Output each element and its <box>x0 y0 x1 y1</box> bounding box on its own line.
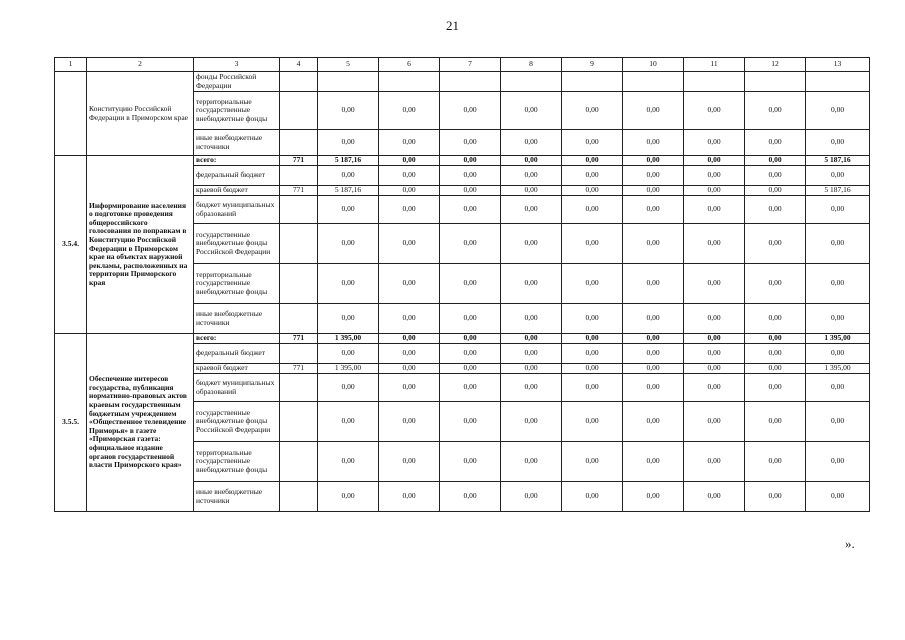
amount-cell: 0,00 <box>684 156 745 166</box>
funding-source-cell: государственные внебюджетные фонды Российской Федерации <box>194 224 280 264</box>
amount-cell: 0,00 <box>379 130 440 156</box>
amount-cell: 0,00 <box>562 166 623 186</box>
amount-cell: 0,00 <box>745 264 806 304</box>
amount-cell: 0,00 <box>623 130 684 156</box>
amount-cell: 0,00 <box>318 402 379 442</box>
amount-cell: 0,00 <box>562 264 623 304</box>
amount-cell: 0,00 <box>684 364 745 374</box>
amount-cell: 0,00 <box>379 344 440 364</box>
amount-cell: 0,00 <box>318 166 379 186</box>
amount-cell: 0,00 <box>745 166 806 186</box>
budget-table <box>54 57 870 512</box>
amount-cell: 0,00 <box>745 92 806 130</box>
amount-cell: 0,00 <box>562 224 623 264</box>
amount-cell: 0,00 <box>806 304 870 334</box>
amount-cell: 5 187,16 <box>806 186 870 196</box>
funding-source-cell: территориальные государственные внебюджетные фонды <box>194 92 280 130</box>
amount-cell: 0,00 <box>623 442 684 482</box>
amount-cell: 0,00 <box>318 130 379 156</box>
amount-cell: 0,00 <box>440 364 501 374</box>
amount-cell: 0,00 <box>745 364 806 374</box>
funding-source-cell: иные внебюджетные источники <box>194 482 280 512</box>
amount-cell: 0,00 <box>440 374 501 402</box>
header-cell: 8 <box>501 58 562 72</box>
closing-quote-mark: ». <box>845 536 855 551</box>
amount-cell: 0,00 <box>806 130 870 156</box>
amount-cell: 0,00 <box>684 334 745 344</box>
amount-cell: 0,00 <box>562 304 623 334</box>
amount-cell: 0,00 <box>684 304 745 334</box>
table-row <box>55 72 870 92</box>
amount-cell: 0,00 <box>745 130 806 156</box>
amount-cell: 0,00 <box>745 374 806 402</box>
amount-cell: 1 395,00 <box>806 334 870 344</box>
amount-cell: 0,00 <box>623 166 684 186</box>
funding-source-cell: государственные внебюджетные фонды Российской Федерации <box>194 402 280 442</box>
amount-cell: 0,00 <box>501 130 562 156</box>
amount-cell: 0,00 <box>623 196 684 224</box>
amount-cell: 0,00 <box>684 482 745 512</box>
amount-cell: 0,00 <box>379 166 440 186</box>
budget-code-cell <box>280 196 318 224</box>
amount-cell: 0,00 <box>684 344 745 364</box>
amount-cell: 0,00 <box>501 304 562 334</box>
amount-cell: 0,00 <box>379 402 440 442</box>
budget-code-cell: 771 <box>280 334 318 344</box>
amount-cell: 0,00 <box>501 166 562 186</box>
amount-cell: 0,00 <box>440 224 501 264</box>
amount-cell: 1 395,00 <box>318 364 379 374</box>
measure-name-cell: Информирование населения о подготовке проведения общероссийского голосования по поправкам в Конституцию Российской Федерации в Приморском крае на объектах наружной рекламы, расположенных на территории Приморского края <box>87 156 194 334</box>
amount-cell: 0,00 <box>379 186 440 196</box>
amount-cell: 5 187,16 <box>318 156 379 166</box>
amount-cell: 0,00 <box>440 156 501 166</box>
amount-cell: 0,00 <box>440 334 501 344</box>
amount-cell <box>745 72 806 92</box>
funding-source-cell: краевой бюджет <box>194 364 280 374</box>
funding-source-cell: территориальные государственные внебюджетные фонды <box>194 264 280 304</box>
header-cell: 12 <box>745 58 806 72</box>
amount-cell: 0,00 <box>379 224 440 264</box>
funding-source-cell: территориальные государственные внебюджетные фонды <box>194 442 280 482</box>
amount-cell: 0,00 <box>562 92 623 130</box>
amount-cell: 1 395,00 <box>318 334 379 344</box>
amount-cell: 0,00 <box>379 304 440 334</box>
amount-cell: 0,00 <box>379 364 440 374</box>
amount-cell: 0,00 <box>745 402 806 442</box>
amount-cell: 0,00 <box>318 442 379 482</box>
funding-source-cell: краевой бюджет <box>194 186 280 196</box>
funding-source-cell: иные внебюджетные источники <box>194 304 280 334</box>
amount-cell: 5 187,16 <box>318 186 379 196</box>
table-row <box>55 334 870 344</box>
amount-cell: 0,00 <box>684 196 745 224</box>
amount-cell: 0,00 <box>562 186 623 196</box>
amount-cell: 0,00 <box>318 224 379 264</box>
amount-cell: 0,00 <box>745 442 806 482</box>
amount-cell: 0,00 <box>440 304 501 334</box>
budget-code-cell <box>280 224 318 264</box>
amount-cell: 0,00 <box>562 442 623 482</box>
amount-cell: 0,00 <box>806 166 870 186</box>
amount-cell: 0,00 <box>745 334 806 344</box>
header-cell: 6 <box>379 58 440 72</box>
amount-cell: 0,00 <box>745 196 806 224</box>
amount-cell: 0,00 <box>379 334 440 344</box>
amount-cell: 0,00 <box>318 304 379 334</box>
amount-cell: 0,00 <box>379 156 440 166</box>
amount-cell: 0,00 <box>501 92 562 130</box>
amount-cell: 0,00 <box>318 344 379 364</box>
funding-source-cell: бюджет муниципальных образований <box>194 196 280 224</box>
funding-source-cell: иные внебюджетные источники <box>194 130 280 156</box>
amount-cell: 0,00 <box>745 482 806 512</box>
header-cell: 5 <box>318 58 379 72</box>
amount-cell: 0,00 <box>562 334 623 344</box>
amount-cell: 0,00 <box>562 130 623 156</box>
amount-cell: 0,00 <box>562 364 623 374</box>
header-row <box>55 58 870 72</box>
amount-cell: 0,00 <box>684 166 745 186</box>
budget-code-cell <box>280 130 318 156</box>
amount-cell: 0,00 <box>318 374 379 402</box>
amount-cell <box>501 72 562 92</box>
amount-cell: 0,00 <box>745 304 806 334</box>
amount-cell: 0,00 <box>745 224 806 264</box>
amount-cell: 0,00 <box>623 264 684 304</box>
funding-source-cell: федеральный бюджет <box>194 344 280 364</box>
amount-cell: 0,00 <box>440 166 501 186</box>
amount-cell <box>562 72 623 92</box>
amount-cell: 0,00 <box>562 374 623 402</box>
amount-cell <box>684 72 745 92</box>
amount-cell: 0,00 <box>501 264 562 304</box>
amount-cell: 0,00 <box>623 482 684 512</box>
amount-cell: 0,00 <box>623 334 684 344</box>
amount-cell: 0,00 <box>623 402 684 442</box>
budget-code-cell <box>280 166 318 186</box>
amount-cell: 0,00 <box>440 344 501 364</box>
page-number: 21 <box>446 18 459 33</box>
amount-cell: 0,00 <box>623 92 684 130</box>
amount-cell: 0,00 <box>501 482 562 512</box>
amount-cell: 0,00 <box>806 264 870 304</box>
amount-cell: 0,00 <box>440 130 501 156</box>
header-cell: 3 <box>194 58 280 72</box>
amount-cell: 0,00 <box>501 344 562 364</box>
amount-cell: 0,00 <box>318 264 379 304</box>
amount-cell: 0,00 <box>440 186 501 196</box>
amount-cell: 0,00 <box>562 402 623 442</box>
header-cell: 13 <box>806 58 870 72</box>
header-cell: 2 <box>87 58 194 72</box>
amount-cell: 0,00 <box>684 186 745 196</box>
amount-cell: 0,00 <box>806 92 870 130</box>
budget-code-cell: 771 <box>280 364 318 374</box>
amount-cell: 0,00 <box>379 92 440 130</box>
amount-cell: 0,00 <box>562 482 623 512</box>
funding-source-cell: всего: <box>194 156 280 166</box>
amount-cell: 0,00 <box>440 264 501 304</box>
amount-cell: 0,00 <box>806 442 870 482</box>
funding-source-cell: всего: <box>194 334 280 344</box>
amount-cell: 0,00 <box>684 374 745 402</box>
budget-code-cell: 771 <box>280 156 318 166</box>
amount-cell: 0,00 <box>562 156 623 166</box>
table-body <box>55 58 870 512</box>
amount-cell: 0,00 <box>806 402 870 442</box>
amount-cell: 0,00 <box>684 402 745 442</box>
amount-cell: 0,00 <box>379 374 440 402</box>
budget-code-cell <box>280 482 318 512</box>
amount-cell: 0,00 <box>440 442 501 482</box>
amount-cell: 0,00 <box>501 334 562 344</box>
amount-cell: 0,00 <box>440 482 501 512</box>
amount-cell: 0,00 <box>745 186 806 196</box>
amount-cell: 0,00 <box>684 442 745 482</box>
header-cell: 7 <box>440 58 501 72</box>
amount-cell: 0,00 <box>806 344 870 364</box>
amount-cell: 0,00 <box>501 364 562 374</box>
budget-code-cell <box>280 374 318 402</box>
row-number-cell: 3.5.4. <box>55 156 87 334</box>
budget-code-cell: 771 <box>280 186 318 196</box>
amount-cell: 0,00 <box>623 344 684 364</box>
budget-code-cell <box>280 442 318 482</box>
amount-cell: 0,00 <box>745 344 806 364</box>
budget-code-cell <box>280 92 318 130</box>
amount-cell: 0,00 <box>501 156 562 166</box>
amount-cell: 0,00 <box>501 442 562 482</box>
amount-cell: 0,00 <box>318 92 379 130</box>
amount-cell <box>806 72 870 92</box>
amount-cell: 0,00 <box>684 130 745 156</box>
amount-cell: 0,00 <box>623 374 684 402</box>
amount-cell: 0,00 <box>806 224 870 264</box>
row-number-cell: 3.5.5. <box>55 334 87 512</box>
amount-cell: 0,00 <box>562 196 623 224</box>
amount-cell: 0,00 <box>440 402 501 442</box>
amount-cell: 0,00 <box>623 304 684 334</box>
amount-cell: 0,00 <box>379 442 440 482</box>
amount-cell: 0,00 <box>501 224 562 264</box>
amount-cell: 0,00 <box>379 482 440 512</box>
amount-cell: 0,00 <box>684 224 745 264</box>
amount-cell: 0,00 <box>501 402 562 442</box>
amount-cell: 0,00 <box>806 374 870 402</box>
amount-cell: 0,00 <box>806 196 870 224</box>
amount-cell: 0,00 <box>440 196 501 224</box>
amount-cell: 0,00 <box>379 196 440 224</box>
table-row <box>55 156 870 166</box>
amount-cell <box>623 72 684 92</box>
row-number-cell <box>55 72 87 156</box>
amount-cell: 5 187,16 <box>806 156 870 166</box>
measure-name-cell: Обеспечение интересов государства, публикация нормативно-правовых актов краевым государственным бюджетным учреждением «Общественное телевидение Приморья» в газете «Приморская газета: официальное издание органов государственной власти Приморского края» <box>87 334 194 512</box>
header-cell: 10 <box>623 58 684 72</box>
amount-cell: 0,00 <box>684 264 745 304</box>
amount-cell: 0,00 <box>623 156 684 166</box>
amount-cell: 1 395,00 <box>806 364 870 374</box>
amount-cell <box>379 72 440 92</box>
header-cell: 11 <box>684 58 745 72</box>
amount-cell: 0,00 <box>623 224 684 264</box>
funding-source-cell: федеральный бюджет <box>194 166 280 186</box>
funding-source-cell: бюджет муниципальных образований <box>194 374 280 402</box>
amount-cell <box>318 72 379 92</box>
funding-source-cell: фонды Российской Федерации <box>194 72 280 92</box>
amount-cell: 0,00 <box>501 196 562 224</box>
amount-cell: 0,00 <box>806 482 870 512</box>
amount-cell: 0,00 <box>623 186 684 196</box>
amount-cell: 0,00 <box>623 364 684 374</box>
amount-cell: 0,00 <box>562 344 623 364</box>
header-cell: 9 <box>562 58 623 72</box>
amount-cell: 0,00 <box>684 92 745 130</box>
measure-name-cell: Конституцию Российской Федерации в Приморском крае <box>87 72 194 156</box>
budget-code-cell <box>280 344 318 364</box>
budget-code-cell <box>280 72 318 92</box>
budget-code-cell <box>280 402 318 442</box>
amount-cell: 0,00 <box>318 196 379 224</box>
amount-cell: 0,00 <box>440 92 501 130</box>
amount-cell: 0,00 <box>501 186 562 196</box>
amount-cell: 0,00 <box>379 264 440 304</box>
budget-code-cell <box>280 264 318 304</box>
header-cell: 1 <box>55 58 87 72</box>
amount-cell: 0,00 <box>501 374 562 402</box>
budget-code-cell <box>280 304 318 334</box>
header-cell: 4 <box>280 58 318 72</box>
amount-cell: 0,00 <box>745 156 806 166</box>
amount-cell: 0,00 <box>318 482 379 512</box>
amount-cell <box>440 72 501 92</box>
